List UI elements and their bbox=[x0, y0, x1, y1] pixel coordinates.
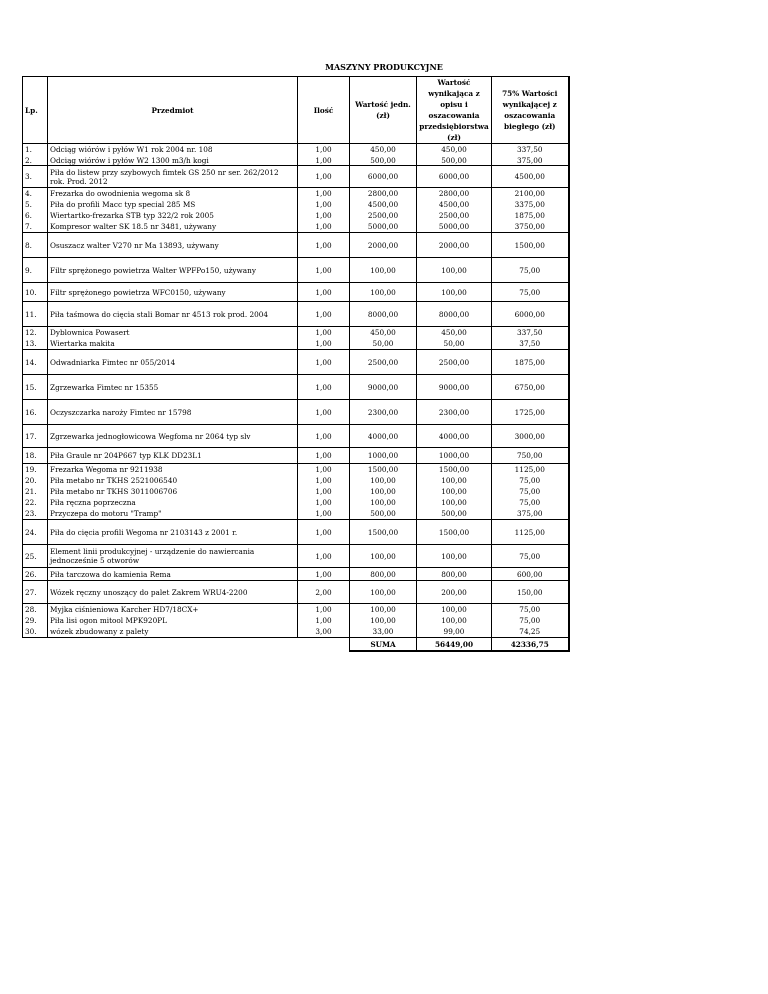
quantity: 1,00 bbox=[298, 188, 350, 200]
unit-value: 100,00 bbox=[350, 283, 417, 302]
item-name: Piła tarczowa do kamienia Rema bbox=[48, 568, 298, 581]
percent-value: 1500,00 bbox=[492, 233, 569, 258]
estimated-value: 500,00 bbox=[417, 508, 492, 520]
estimated-value: 1500,00 bbox=[417, 464, 492, 476]
quantity: 1,00 bbox=[298, 338, 350, 350]
estimated-value: 2800,00 bbox=[417, 188, 492, 200]
quantity: 1,00 bbox=[298, 497, 350, 508]
item-name: Piła do listew przy szybowych fimtek GS 250 nr ser. 262/2012 rok. Prod. 2012 bbox=[48, 166, 298, 188]
table-row bbox=[23, 302, 569, 327]
table-body bbox=[23, 144, 569, 652]
unit-value: 4500,00 bbox=[350, 199, 417, 210]
quantity: 1,00 bbox=[298, 283, 350, 302]
row-number: 12. bbox=[23, 327, 48, 339]
item-name: Piła ręczna poprzeczna bbox=[48, 497, 298, 508]
unit-value: 2000,00 bbox=[350, 233, 417, 258]
quantity: 1,00 bbox=[298, 615, 350, 626]
quantity: 1,00 bbox=[298, 350, 350, 375]
unit-value: 100,00 bbox=[350, 258, 417, 283]
table-row bbox=[23, 188, 569, 200]
percent-value: 375,00 bbox=[492, 155, 569, 166]
item-name: Wózek ręczny unoszący do palet Zakrem WRU4-2200 bbox=[48, 581, 298, 604]
item-name: Oczyszczarka naroży Fimtec nr 15798 bbox=[48, 400, 298, 425]
table-row bbox=[23, 155, 569, 166]
row-number: 19. bbox=[23, 464, 48, 476]
unit-value: 100,00 bbox=[350, 497, 417, 508]
estimated-value: 8000,00 bbox=[417, 302, 492, 327]
unit-value: 33,00 bbox=[350, 626, 417, 638]
unit-value: 2500,00 bbox=[350, 210, 417, 221]
percent-value: 75,00 bbox=[492, 615, 569, 626]
quantity: 1,00 bbox=[298, 604, 350, 616]
percent-value: 75,00 bbox=[492, 258, 569, 283]
table-row bbox=[23, 475, 569, 486]
quantity: 1,00 bbox=[298, 302, 350, 327]
row-number: 15. bbox=[23, 375, 48, 400]
table-row bbox=[23, 615, 569, 626]
quantity: 1,00 bbox=[298, 375, 350, 400]
percent-value: 75,00 bbox=[492, 475, 569, 486]
unit-value: 8000,00 bbox=[350, 302, 417, 327]
row-number: 30. bbox=[23, 626, 48, 638]
table-row bbox=[23, 545, 569, 568]
row-number: 25. bbox=[23, 545, 48, 568]
quantity: 1,00 bbox=[298, 448, 350, 464]
header-unit-value: Wartość jedn. (zł) bbox=[350, 77, 417, 144]
table-row bbox=[23, 199, 569, 210]
percent-value: 150,00 bbox=[492, 581, 569, 604]
table-row bbox=[23, 221, 569, 233]
quantity: 1,00 bbox=[298, 155, 350, 166]
percent-value: 75,00 bbox=[492, 283, 569, 302]
sum-label: SUMA bbox=[350, 638, 417, 652]
unit-value: 1000,00 bbox=[350, 448, 417, 464]
row-number: 18. bbox=[23, 448, 48, 464]
table-row bbox=[23, 581, 569, 604]
quantity: 2,00 bbox=[298, 581, 350, 604]
unit-value: 2500,00 bbox=[350, 350, 417, 375]
quantity: 1,00 bbox=[298, 425, 350, 448]
unit-value: 100,00 bbox=[350, 615, 417, 626]
estimated-value: 100,00 bbox=[417, 615, 492, 626]
item-name: Przyczepa do motoru "Tramp" bbox=[48, 508, 298, 520]
estimated-value: 2500,00 bbox=[417, 210, 492, 221]
quantity: 1,00 bbox=[298, 508, 350, 520]
quantity: 1,00 bbox=[298, 144, 350, 156]
item-name: Odciąg wiórów i pyłów W1 rok 2004 nr. 108 bbox=[48, 144, 298, 156]
percent-value: 75,00 bbox=[492, 545, 569, 568]
percent-value: 1725,00 bbox=[492, 400, 569, 425]
table-row bbox=[23, 338, 569, 350]
item-name: Piła do profili Macc typ special 285 MS bbox=[48, 199, 298, 210]
table-row bbox=[23, 144, 569, 156]
row-number: 23. bbox=[23, 508, 48, 520]
table-row bbox=[23, 486, 569, 497]
item-name: Osuszacz walter V270 nr Ma 13893, używany bbox=[48, 233, 298, 258]
table-row bbox=[23, 375, 569, 400]
percent-value: 37,50 bbox=[492, 338, 569, 350]
estimated-value: 5000,00 bbox=[417, 221, 492, 233]
row-number: 6. bbox=[23, 210, 48, 221]
estimated-value: 100,00 bbox=[417, 258, 492, 283]
estimated-value: 2300,00 bbox=[417, 400, 492, 425]
estimated-value: 800,00 bbox=[417, 568, 492, 581]
table-row bbox=[23, 508, 569, 520]
row-number: 3. bbox=[23, 166, 48, 188]
unit-value: 5000,00 bbox=[350, 221, 417, 233]
percent-value: 74,25 bbox=[492, 626, 569, 638]
quantity: 1,00 bbox=[298, 166, 350, 188]
item-name: Myjka ciśnieniowa Karcher HD7/18CX+ bbox=[48, 604, 298, 616]
unit-value: 100,00 bbox=[350, 581, 417, 604]
row-number: 28. bbox=[23, 604, 48, 616]
item-name: Element linii produkcyjnej - urządzenie do nawiercania jednocześnie 5 otworów bbox=[48, 545, 298, 568]
percent-value: 3750,00 bbox=[492, 221, 569, 233]
row-number: 8. bbox=[23, 233, 48, 258]
item-name: Wiertartko-frezarka STB typ 322/2 rok 2005 bbox=[48, 210, 298, 221]
table-row bbox=[23, 400, 569, 425]
estimated-value: 2500,00 bbox=[417, 350, 492, 375]
row-number: 5. bbox=[23, 199, 48, 210]
estimated-value: 1500,00 bbox=[417, 520, 492, 545]
item-name: Odwadniarka Fimtec nr 055/2014 bbox=[48, 350, 298, 375]
quantity: 1,00 bbox=[298, 486, 350, 497]
estimated-value: 100,00 bbox=[417, 475, 492, 486]
table-row bbox=[23, 233, 569, 258]
row-number: 1. bbox=[23, 144, 48, 156]
item-name: Dyblownica Powasert bbox=[48, 327, 298, 339]
unit-value: 100,00 bbox=[350, 486, 417, 497]
estimated-value: 450,00 bbox=[417, 144, 492, 156]
percent-value: 337,50 bbox=[492, 327, 569, 339]
unit-value: 9000,00 bbox=[350, 375, 417, 400]
estimated-value: 2000,00 bbox=[417, 233, 492, 258]
table-row bbox=[23, 210, 569, 221]
estimated-value: 6000,00 bbox=[417, 166, 492, 188]
unit-value: 100,00 bbox=[350, 475, 417, 486]
table-header-row bbox=[23, 77, 569, 144]
percent-value: 6000,00 bbox=[492, 302, 569, 327]
unit-value: 100,00 bbox=[350, 545, 417, 568]
percent-value: 375,00 bbox=[492, 508, 569, 520]
table-row bbox=[23, 568, 569, 581]
header-75pct-value: 75% Wartości wynikającej z oszacowania biegłego (zł) bbox=[492, 77, 569, 144]
quantity: 1,00 bbox=[298, 545, 350, 568]
row-number: 10. bbox=[23, 283, 48, 302]
sum-percent-value: 42336,75 bbox=[492, 638, 569, 652]
percent-value: 75,00 bbox=[492, 497, 569, 508]
percent-value: 600,00 bbox=[492, 568, 569, 581]
row-number: 14. bbox=[23, 350, 48, 375]
quantity: 1,00 bbox=[298, 210, 350, 221]
item-name: Zgrzewarka jednogłowicowa Wegfoma nr 2064 typ slv bbox=[48, 425, 298, 448]
row-number: 29. bbox=[23, 615, 48, 626]
unit-value: 500,00 bbox=[350, 155, 417, 166]
row-number: 4. bbox=[23, 188, 48, 200]
row-number: 2. bbox=[23, 155, 48, 166]
item-name: Frezarka Wegoma nr 9211938 bbox=[48, 464, 298, 476]
table-row bbox=[23, 350, 569, 375]
table-row bbox=[23, 327, 569, 339]
estimated-value: 200,00 bbox=[417, 581, 492, 604]
estimated-value: 100,00 bbox=[417, 497, 492, 508]
item-name: Wiertarka makita bbox=[48, 338, 298, 350]
header-item: Przedmiot bbox=[48, 77, 298, 144]
header-qty: Ilość bbox=[298, 77, 350, 144]
row-number: 21. bbox=[23, 486, 48, 497]
table-row bbox=[23, 626, 569, 638]
item-name: Piła taśmowa do cięcia stali Bomar nr 4513 rok prod. 2004 bbox=[48, 302, 298, 327]
percent-value: 6750,00 bbox=[492, 375, 569, 400]
unit-value: 2300,00 bbox=[350, 400, 417, 425]
item-name: Kompresor walter SK 18.5 nr 3481, używany bbox=[48, 221, 298, 233]
sum-estimated-value: 56449,00 bbox=[417, 638, 492, 652]
row-number: 11. bbox=[23, 302, 48, 327]
percent-value: 1125,00 bbox=[492, 520, 569, 545]
quantity: 1,00 bbox=[298, 199, 350, 210]
row-number: 16. bbox=[23, 400, 48, 425]
table-row bbox=[23, 166, 569, 188]
item-name: Piła Graule nr 204P667 typ KLK DD23L1 bbox=[48, 448, 298, 464]
row-number: 22. bbox=[23, 497, 48, 508]
row-number: 9. bbox=[23, 258, 48, 283]
unit-value: 50,00 bbox=[350, 338, 417, 350]
sum-spacer bbox=[298, 638, 350, 652]
table-row bbox=[23, 497, 569, 508]
quantity: 1,00 bbox=[298, 464, 350, 476]
row-number: 13. bbox=[23, 338, 48, 350]
item-name: wózek zbudowany z palety bbox=[48, 626, 298, 638]
item-name: Filtr sprężonego powietrza WFC0150, używany bbox=[48, 283, 298, 302]
unit-value: 100,00 bbox=[350, 604, 417, 616]
quantity: 1,00 bbox=[298, 233, 350, 258]
estimated-value: 4000,00 bbox=[417, 425, 492, 448]
row-number: 17. bbox=[23, 425, 48, 448]
percent-value: 750,00 bbox=[492, 448, 569, 464]
row-number: 20. bbox=[23, 475, 48, 486]
document-title: MASZYNY PRODUKCYJNE bbox=[325, 62, 443, 72]
percent-value: 1875,00 bbox=[492, 210, 569, 221]
machines-table bbox=[22, 76, 570, 652]
item-name: Filtr sprężonego powietrza Walter WPFPo150, używany bbox=[48, 258, 298, 283]
table-row bbox=[23, 448, 569, 464]
row-number: 7. bbox=[23, 221, 48, 233]
estimated-value: 9000,00 bbox=[417, 375, 492, 400]
unit-value: 450,00 bbox=[350, 327, 417, 339]
item-name: Piła lisi ogon mitool MPK920PL bbox=[48, 615, 298, 626]
percent-value: 3375,00 bbox=[492, 199, 569, 210]
quantity: 3,00 bbox=[298, 626, 350, 638]
unit-value: 450,00 bbox=[350, 144, 417, 156]
unit-value: 6000,00 bbox=[350, 166, 417, 188]
table-row bbox=[23, 464, 569, 476]
estimated-value: 450,00 bbox=[417, 327, 492, 339]
quantity: 1,00 bbox=[298, 520, 350, 545]
percent-value: 1125,00 bbox=[492, 464, 569, 476]
table-row bbox=[23, 604, 569, 616]
estimated-value: 500,00 bbox=[417, 155, 492, 166]
percent-value: 337,50 bbox=[492, 144, 569, 156]
table-row bbox=[23, 283, 569, 302]
sum-spacer bbox=[23, 638, 48, 652]
quantity: 1,00 bbox=[298, 400, 350, 425]
percent-value: 3000,00 bbox=[492, 425, 569, 448]
header-estimated-value: Wartość wynikająca z opisu i oszacowania przedsiębiorstwa (zł) bbox=[417, 77, 492, 144]
sum-spacer bbox=[48, 638, 298, 652]
item-name: Frezarka do owodnienia wegoma sk 8 bbox=[48, 188, 298, 200]
quantity: 1,00 bbox=[298, 475, 350, 486]
unit-value: 1500,00 bbox=[350, 520, 417, 545]
unit-value: 800,00 bbox=[350, 568, 417, 581]
row-number: 26. bbox=[23, 568, 48, 581]
estimated-value: 50,00 bbox=[417, 338, 492, 350]
quantity: 1,00 bbox=[298, 221, 350, 233]
percent-value: 2100,00 bbox=[492, 188, 569, 200]
sum-row bbox=[23, 638, 569, 652]
quantity: 1,00 bbox=[298, 327, 350, 339]
percent-value: 4500,00 bbox=[492, 166, 569, 188]
item-name: Zgrzewarka Fimtec nr 15355 bbox=[48, 375, 298, 400]
percent-value: 75,00 bbox=[492, 486, 569, 497]
estimated-value: 4500,00 bbox=[417, 199, 492, 210]
unit-value: 4000,00 bbox=[350, 425, 417, 448]
quantity: 1,00 bbox=[298, 258, 350, 283]
estimated-value: 99,00 bbox=[417, 626, 492, 638]
row-number: 27. bbox=[23, 581, 48, 604]
estimated-value: 100,00 bbox=[417, 545, 492, 568]
row-number: 24. bbox=[23, 520, 48, 545]
unit-value: 500,00 bbox=[350, 508, 417, 520]
item-name: Odciąg wiórów i pyłów W2 1300 m3/h kogi bbox=[48, 155, 298, 166]
table-row bbox=[23, 258, 569, 283]
unit-value: 2800,00 bbox=[350, 188, 417, 200]
estimated-value: 100,00 bbox=[417, 486, 492, 497]
header-lp: Lp. bbox=[23, 77, 48, 144]
percent-value: 75,00 bbox=[492, 604, 569, 616]
estimated-value: 100,00 bbox=[417, 604, 492, 616]
percent-value: 1875,00 bbox=[492, 350, 569, 375]
item-name: Piła metabo nr TKHS 2521006540 bbox=[48, 475, 298, 486]
estimated-value: 1000,00 bbox=[417, 448, 492, 464]
estimated-value: 100,00 bbox=[417, 283, 492, 302]
table-row bbox=[23, 520, 569, 545]
quantity: 1,00 bbox=[298, 568, 350, 581]
item-name: Piła metabo nr TKHS 3011006706 bbox=[48, 486, 298, 497]
unit-value: 1500,00 bbox=[350, 464, 417, 476]
table-row bbox=[23, 425, 569, 448]
item-name: Piła do cięcia profili Wegoma nr 2103143 z 2001 r. bbox=[48, 520, 298, 545]
